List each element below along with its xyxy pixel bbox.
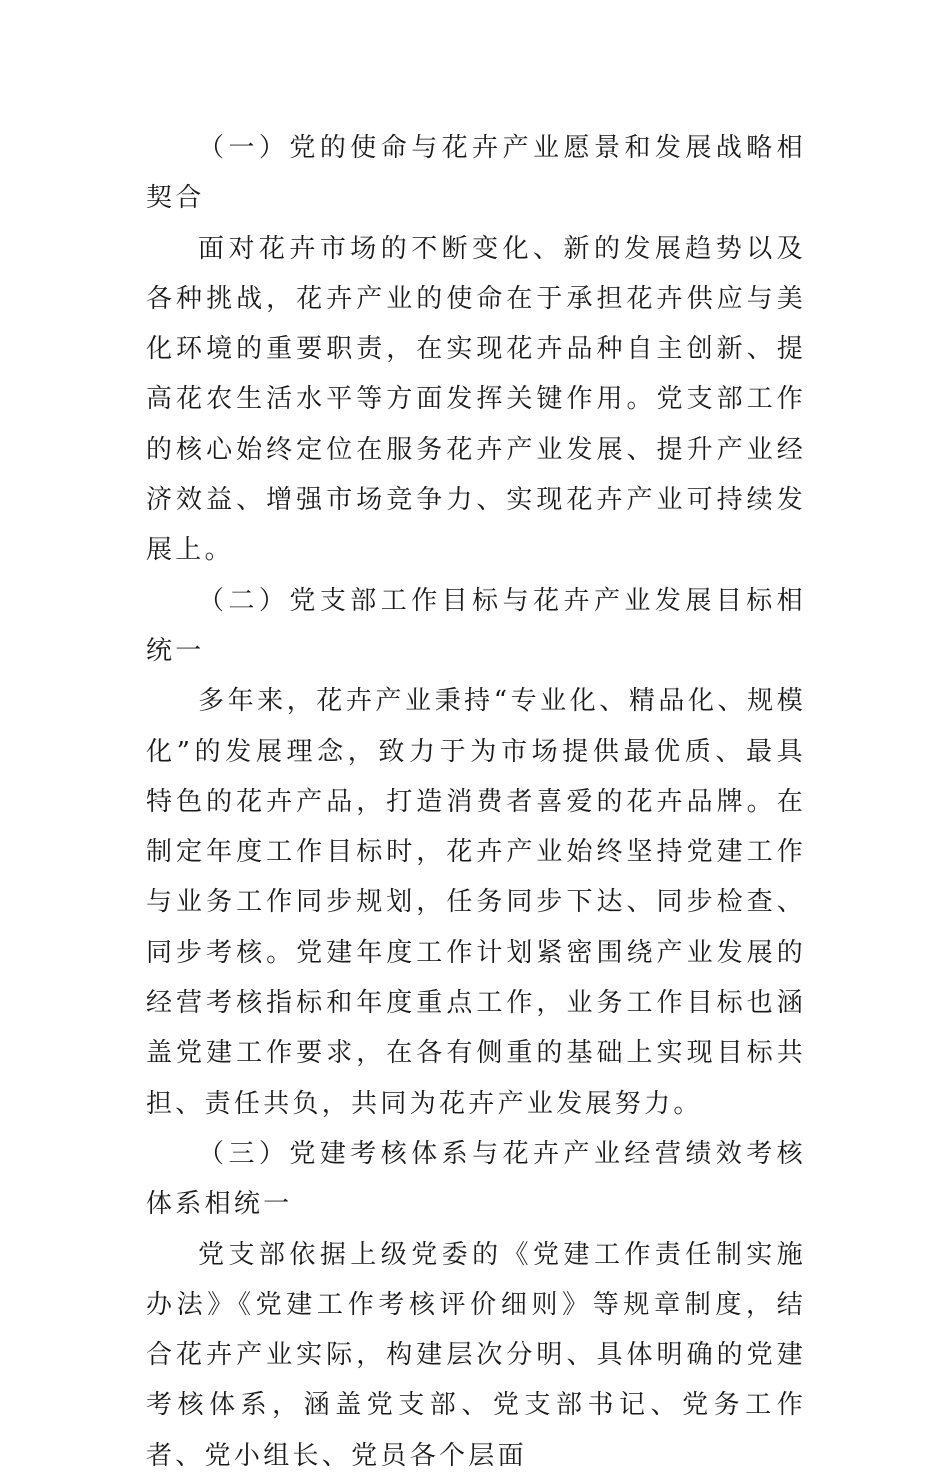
- body-paragraph-1: 面对花卉市场的不断变化、新的发展趋势以及各种挑战，花卉产业的使命在于承担花卉供应与美化环境的重要职责，在实现花卉品种自主创新、提高花农生活水平等方面发挥关键作用。党支部工作的核心始终定位在服务花卉产业发展、提升产业经济效益、增强市场竞争力、实现花卉产业可持续发展上。: [146, 233, 806, 566]
- document-body: [146, 123, 806, 1481]
- section-heading-2: （二）党支部工作目标与花卉产业发展目标相统一: [146, 585, 806, 666]
- section-heading-3: （三）党建考核体系与花卉产业经营绩效考核体系相统一: [146, 1138, 806, 1220]
- body-paragraph-3: 党支部依据上级党委的《党建工作责任制实施办法》《党建工作考核评价细则》等规章制度，结合花卉产业实际，构建层次分明、具体明确的党建考核体系，涵盖党支部、党支部书记、党务工作者、党小组长、党员各个层面: [146, 1239, 806, 1471]
- body-paragraph-2: 多年来，花卉产业秉持“专业化、精品化、规模化”的发展理念，致力于为市场提供最优质、最具特色的花卉产品，打造消费者喜爱的花卉品牌。在制定年度工作目标时，花卉产业始终坚持党建工作与业务工作同步规划，任务同步下达、同步检查、同步考核。党建年度工作计划紧密围绕产业发展的经营考核指标和年度重点工作，业务工作目标也涵盖党建工作要求，在各有侧重的基础上实现目标共担、责任共负，共同为花卉产业发展努力。: [146, 686, 806, 1119]
- section-heading-1: （一）党的使命与花卉产业愿景和发展战略相契合: [146, 133, 806, 214]
